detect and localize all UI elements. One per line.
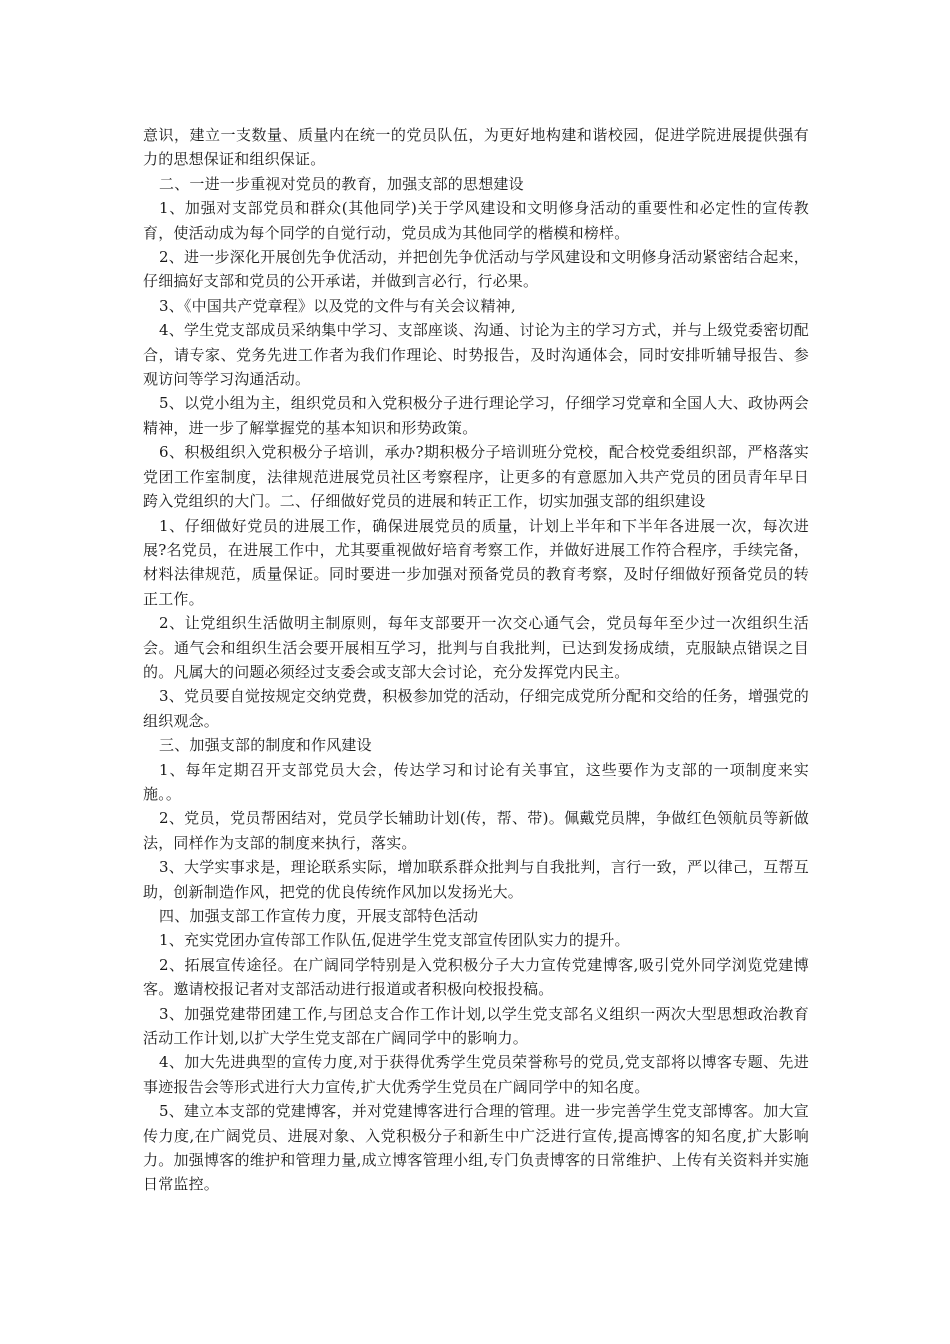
section-heading-3: 三、加强支部的制度和作风建设	[159, 736, 372, 755]
list-item: 2、拓展宣传途径。在广阔同学特别是入党积极分子大力宣传党建博客,吸引党外同学浏览党建博客。邀请校报记者对支部活动进行报道或者积极向校报投稿。	[143, 955, 809, 999]
paragraph-continuation: 意识，建立一支数量、质量内在统一的党员队伍，为更好地构建和谐校园，促进学院进展提供强有力的思想保证和组织保证。	[143, 126, 809, 169]
list-item: 1、加强对支部党员和群众(其他同学)关于学风建设和文明修身活动的重要性和必定性的宣传教育，使活动成为每个同学的自觉行动，党员成为其他同学的楷模和榜样。	[143, 199, 809, 242]
list-item: 2、让党组织生活做明主制原则，每年支部要开一次交心通气会，党员每年至少过一次组织生活会。通气会和组织生活会要开展相互学习，批判与自我批判，已达到发扬成绩，克服缺点错误之目的。凡属大的问题必须经过支委会或支部大会讨论，充分发挥党内民主。	[143, 614, 809, 681]
list-item: 2、进一步深化开展创先争优活动，并把创先争优活动与学风建设和文明修身活动紧密结合起来，仔细搞好支部和党员的公开承诺，并做到言必行，行必果。	[143, 248, 809, 291]
list-item: 1、充实党团办宣传部工作队伍,促进学生党支部宣传团队实力的提升。	[159, 931, 630, 950]
list-item: 4、学生党支部成员采纳集中学习、支部座谈、沟通、讨论为主的学习方式，并与上级党委密切配合，请专家、党务先进工作者为我们作理论、时势报告，及时沟通体会，同时安排听辅导报告、参观访问等学习沟通活动。	[143, 321, 809, 389]
section-heading-4: 四、加强支部工作宣传力度，开展支部特色活动	[159, 907, 479, 925]
list-item: 5、以党小组为主，组织党员和入党积极分子进行理论学习，仔细学习党章和全国人大、政协两会精神，进一步了解掌握党的基本知识和形势政策。	[143, 394, 809, 437]
list-item: 1、每年定期召开支部党员大会，传达学习和讨论有关事宜，这些要作为支部的一项制度来实施。。	[143, 760, 809, 803]
section-heading-2: 二、一进一步重视对党员的教育，加强支部的思想建设	[159, 174, 524, 193]
list-item: 3、《中国共产党章程》以及党的文件与有关会议精神,	[159, 296, 516, 315]
list-item: 3、党员要自觉按规定交纳党费，积极参加党的活动，仔细完成党所分配和交给的任务，增强党的组织观念。	[143, 687, 809, 730]
list-item: 1、仔细做好党员的进展工作，确保进展党员的质量，计划上半年和下半年各进展一次，每次进展?名党员，在进展工作中，尤其要重视做好培育考察工作，并做好进展工作符合程序，手续完备，材料法律规范，质量保证。同时要进一步加强对预备党员的教育考察，及时仔细做好预备党员的转正工作。	[143, 516, 809, 608]
document-body	[143, 123, 809, 1197]
list-item: 3、加强党建带团建工作,与团总支合作工作计划,以学生党支部名义组织一两次大型思想政治教育活动工作计划,以扩大学生党支部在广阔同学中的影响力。	[143, 1004, 809, 1048]
list-item: 2、党员，党员帮困结对，党员学长辅助计划(传，帮、带)。佩戴党员牌，争做红色领航员等新做法，同样作为支部的制度来执行，落实。	[143, 809, 809, 852]
list-item: 5、建立本支部的党建博客，并对党建博客进行合理的管理。进一步完善学生党支部博客。加大宣传力度,在广阔党员、进展对象、入党积极分子和新生中广泛进行宣传,提高博客的知名度,扩大影响力。加强博客的维护和管理力量,成立博客管理小组,专门负责博客的日常维护、上传有关资料并实施日常监控。	[143, 1102, 809, 1194]
list-item: 6、积极组织入党积极分子培训，承办?期积极分子培训班分党校，配合校党委组织部，严格落实党团工作室制度，法律规范进展党员社区考察程序，让更多的有意愿加入共产党员的团员青年早日跨入党组织的大门。二、仔细做好党员的进展和转正工作，切实加强支部的组织建设	[143, 443, 809, 511]
list-item: 3、大学实事求是，理论联系实际，增加联系群众批判与自我批判，言行一致，严以律己，互帮互助，创新制造作风，把党的优良传统作风加以发扬光大。	[143, 858, 809, 901]
list-item: 4、加大先进典型的宣传力度,对于获得优秀学生党员荣誉称号的党员,党支部将以博客专题、先进事迹报告会等形式进行大力宣传,扩大优秀学生党员在广阔同学中的知名度。	[143, 1053, 809, 1096]
